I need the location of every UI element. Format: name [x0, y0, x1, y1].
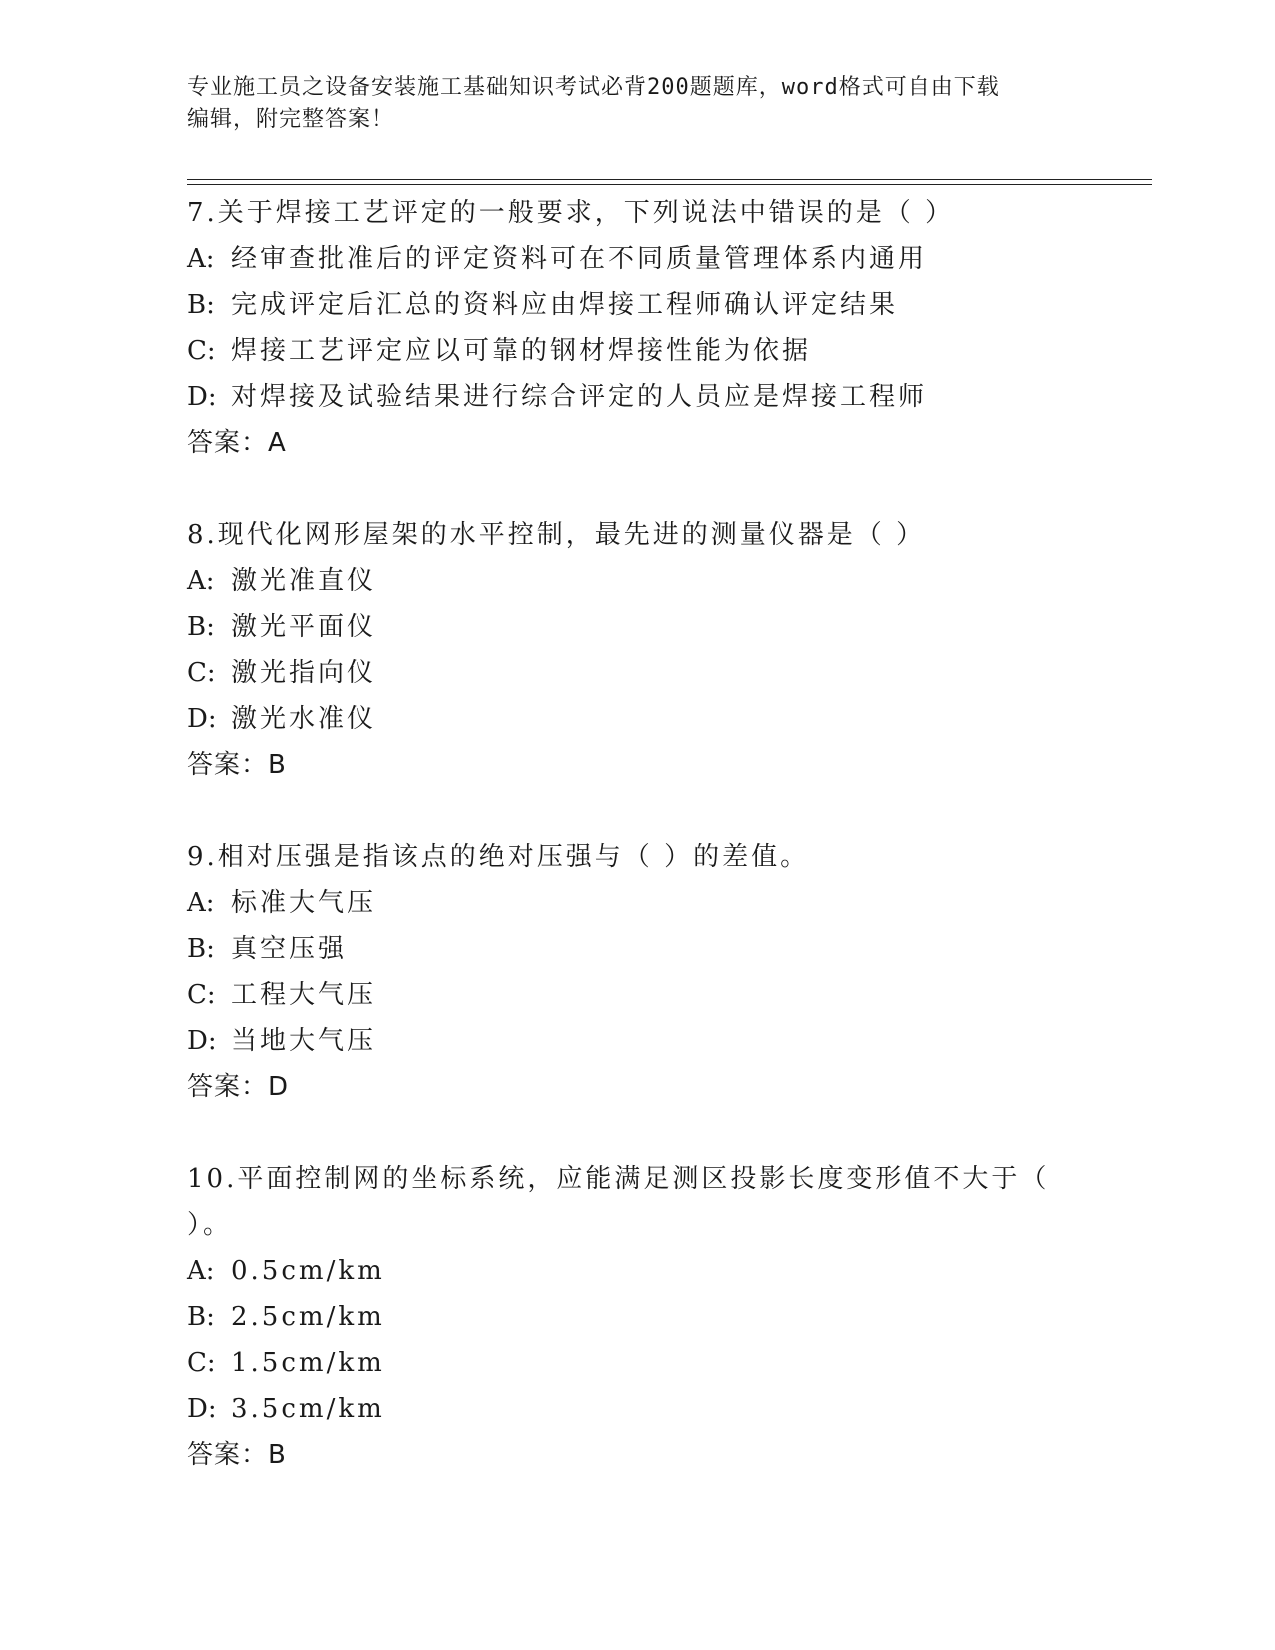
option-a [187, 558, 1087, 604]
option-letter: B: [187, 290, 215, 320]
option-b [187, 604, 1087, 650]
question-8 [187, 512, 1087, 788]
option-letter: C: [187, 980, 216, 1010]
header-line-1: 专业施工员之设备安装施工基础知识考试必背200题题库，word格式可自由下载 [187, 75, 1000, 100]
option-text: 真空压强 [231, 934, 348, 964]
option-a [187, 880, 1087, 926]
option-letter: D: [187, 1026, 217, 1056]
question-stem: 8.现代化网形屋架的水平控制，最先进的测量仪器是（ ） [187, 520, 926, 550]
document-header [187, 72, 1087, 136]
option-d [187, 696, 1087, 742]
option-c [187, 650, 1087, 696]
option-a [187, 1248, 1087, 1294]
option-d [187, 1018, 1087, 1064]
option-text: 0.5cm/km [231, 1256, 385, 1286]
option-d [187, 1386, 1087, 1432]
option-letter: A: [187, 1256, 215, 1286]
option-text: 激光平面仪 [231, 612, 377, 642]
option-letter: A: [187, 566, 215, 596]
option-letter: A: [187, 888, 215, 918]
option-text: 工程大气压 [231, 980, 377, 1010]
option-c [187, 328, 1087, 374]
question-7 [187, 190, 1087, 466]
option-letter: C: [187, 336, 216, 366]
option-d [187, 374, 1087, 420]
question-stem: 7.关于焊接工艺评定的一般要求，下列说法中错误的是（ ） [187, 198, 955, 228]
option-text: 标准大气压 [231, 888, 377, 918]
option-b [187, 282, 1087, 328]
option-text: 对焊接及试验结果进行综合评定的人员应是焊接工程师 [231, 382, 928, 412]
header-line-2: 编辑，附完整答案！ [187, 107, 395, 132]
answer-label: 答案：B [187, 1440, 287, 1470]
question-list [187, 190, 1087, 1524]
option-letter: B: [187, 934, 215, 964]
question-9 [187, 834, 1087, 1110]
header-rule-top [187, 179, 1152, 180]
option-c [187, 972, 1087, 1018]
option-text: 焊接工艺评定应以可靠的钢材焊接性能为依据 [231, 336, 812, 366]
option-b [187, 1294, 1087, 1340]
option-text: 经审查批准后的评定资料可在不同质量管理体系内通用 [231, 244, 928, 274]
question-stem: 10.平面控制网的坐标系统，应能满足测区投影长度变形值不大于（ ）。 [187, 1164, 1050, 1240]
answer-label: 答案：A [187, 428, 287, 458]
option-c [187, 1340, 1087, 1386]
question-10 [187, 1156, 1087, 1478]
option-a [187, 236, 1087, 282]
option-text: 当地大气压 [231, 1026, 377, 1056]
option-b [187, 926, 1087, 972]
answer-label: 答案：B [187, 750, 287, 780]
question-stem: 9.相对压强是指该点的绝对压强与（ ）的差值。 [187, 842, 810, 872]
option-text: 激光指向仪 [231, 658, 377, 688]
option-text: 3.5cm/km [231, 1394, 385, 1424]
option-text: 激光水准仪 [231, 704, 377, 734]
header-rule-bottom [187, 184, 1152, 185]
option-letter: D: [187, 382, 217, 412]
option-letter: D: [187, 1394, 217, 1424]
option-text: 激光准直仪 [231, 566, 377, 596]
option-text: 2.5cm/km [231, 1302, 385, 1332]
option-letter: C: [187, 1348, 216, 1378]
option-letter: B: [187, 612, 215, 642]
option-letter: A: [187, 244, 215, 274]
option-text: 1.5cm/km [231, 1348, 385, 1378]
option-letter: B: [187, 1302, 215, 1332]
option-letter: D: [187, 704, 217, 734]
option-letter: C: [187, 658, 216, 688]
option-text: 完成评定后汇总的资料应由焊接工程师确认评定结果 [231, 290, 899, 320]
answer-label: 答案：D [187, 1072, 290, 1102]
